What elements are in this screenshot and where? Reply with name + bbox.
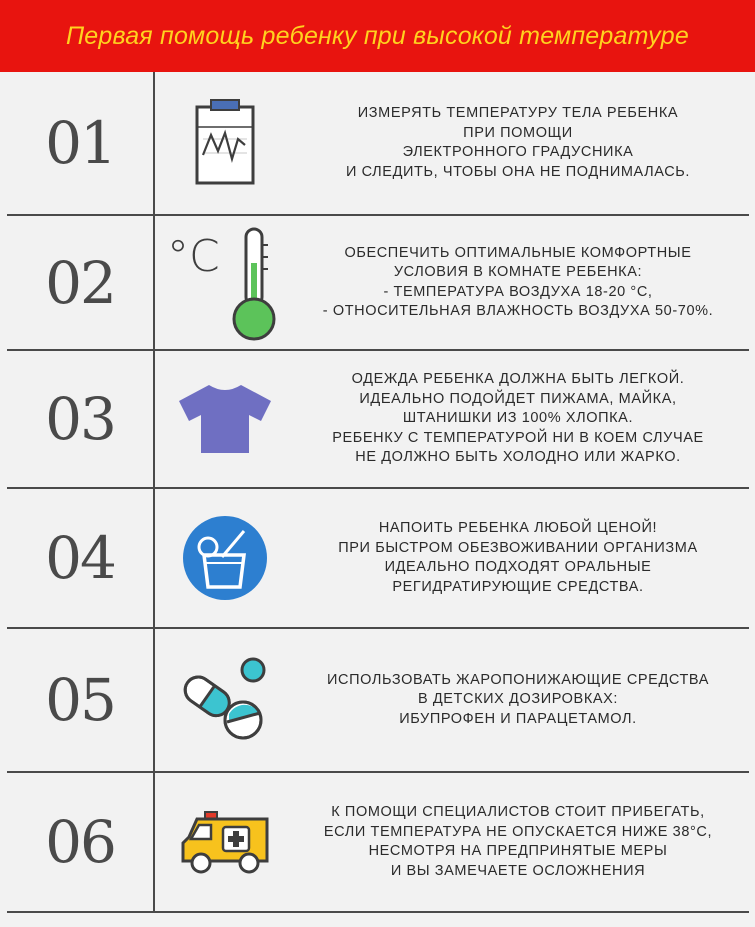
step-number-cell	[7, 216, 155, 349]
step-number: 05	[45, 666, 115, 734]
step-description	[346, 104, 690, 182]
ambulance-icon	[177, 809, 273, 875]
description-line: РЕБЕНКУ С ТЕМПЕРАТУРОЙ НИ В КОЕМ СЛУЧАЕ	[332, 429, 704, 446]
step-description	[332, 370, 704, 468]
description-line: РЕГИДРАТИРУЮЩИЕ СРЕДСТВА.	[392, 578, 644, 595]
description-line: ОДЕЖДА РЕБЕНКА ДОЛЖНА БЫТЬ ЛЕГКОЙ.	[351, 371, 685, 388]
step-row-03	[7, 351, 749, 489]
step-text-cell	[295, 72, 749, 214]
thermometer-icon	[225, 223, 285, 343]
description-line: - ОТНОСИТЕЛЬНАЯ ВЛАЖНОСТЬ ВОЗДУХА 50-70%.	[322, 303, 714, 319]
step-text-cell	[295, 629, 749, 771]
step-number: 02	[45, 248, 115, 317]
step-icon-cell	[155, 216, 295, 349]
description-line: ОБЕСПЕЧИТЬ ОПТИМАЛЬНЫЕ КОМФОРТНЫЕ	[344, 244, 692, 261]
step-row-02	[7, 216, 749, 351]
step-description	[324, 803, 712, 881]
description-line: ИДЕАЛЬНО ПОДОЙДЕТ ПИЖАМА, МАЙКА,	[359, 390, 677, 407]
step-description	[338, 519, 697, 597]
tshirt-icon	[177, 381, 273, 457]
description-line: НЕ ДОЛЖНО БЫТЬ ХОЛОДНО ИЛИ ЖАРКО.	[355, 449, 681, 466]
step-number-cell	[7, 72, 155, 214]
step-number: 03	[45, 385, 115, 453]
description-line: - ТЕМПЕРАТУРА ВОЗДУХА 18-20 °С,	[383, 283, 653, 300]
step-icon-cell	[155, 773, 295, 911]
description-line: ИДЕАЛЬНО ПОДХОДЯТ ОРАЛЬНЫЕ	[384, 559, 652, 575]
description-line: И СЛЕДИТЬ, ЧТОБЫ ОНА НЕ ПОДНИМАЛАСЬ.	[345, 163, 691, 180]
step-icon-cell	[155, 629, 295, 771]
description-line: НЕСМОТРЯ НА ПРЕДПРИНЯТЫЕ МЕРЫ	[368, 843, 668, 859]
description-line: ШТАНИШКИ ИЗ 100% ХЛОПКА.	[402, 410, 634, 427]
step-number: 04	[45, 524, 115, 592]
description-line: УСЛОВИЯ В КОМНАТЕ РЕБЕНКА:	[393, 264, 643, 280]
step-number: 06	[45, 808, 115, 876]
step-number-cell	[7, 629, 155, 771]
step-number-cell	[7, 773, 155, 911]
drink-glass-icon	[182, 515, 268, 601]
description-line: И ВЫ ЗАМЕЧАЕТЕ ОСЛОЖНЕНИЯ	[390, 862, 646, 879]
page-title: Первая помощь ребенку при высокой температуре	[65, 21, 690, 50]
pills-icon	[177, 656, 273, 744]
chart-clipboard-icon	[185, 93, 265, 193]
description-line: В ДЕТСКИХ ДОЗИРОВКАХ:	[417, 691, 619, 708]
celsius-label: °C	[167, 230, 220, 282]
step-icon-cell	[155, 351, 295, 487]
description-line: ИБУПРОФЕН И ПАРАЦЕТАМОЛ.	[399, 710, 637, 727]
step-text-cell	[295, 773, 749, 911]
step-icon-cell	[155, 72, 295, 214]
description-line: НАПОИТЬ РЕБЕНКА ЛЮБОЙ ЦЕНОЙ!	[378, 520, 658, 536]
step-description	[323, 244, 713, 322]
step-row-06	[7, 773, 749, 913]
step-text-cell	[295, 489, 749, 627]
description-line: К ПОМОЩИ СПЕЦИАЛИСТОВ СТОИТ ПРИБЕГАТЬ,	[331, 804, 705, 820]
description-line: ПРИ ПОМОЩИ	[463, 124, 573, 141]
description-line: ИЗМЕРЯТЬ ТЕМПЕРАТУРУ ТЕЛА РЕБЕНКА	[357, 105, 679, 121]
step-icon-cell	[155, 489, 295, 627]
header-banner	[0, 0, 755, 72]
step-row-01	[7, 72, 749, 216]
step-row-05	[7, 629, 749, 773]
description-line: ЕСЛИ ТЕМПЕРАТУРА НЕ ОПУСКАЕТСЯ НИЖЕ 38°С,	[323, 823, 713, 840]
step-text-cell	[295, 216, 749, 349]
step-number-cell	[7, 489, 155, 627]
step-number-cell	[7, 351, 155, 487]
description-line: ИСПОЛЬЗОВАТЬ ЖАРОПОНИЖАЮЩИЕ СРЕДСТВА	[327, 671, 709, 688]
step-text-cell	[295, 351, 749, 487]
step-description	[327, 671, 709, 730]
description-line: ЭЛЕКТРОННОГО ГРАДУСНИКА	[402, 144, 634, 160]
step-number: 01	[45, 109, 115, 177]
step-row-04	[7, 489, 749, 629]
description-line: ПРИ БЫСТРОМ ОБЕЗВОЖИВАНИИ ОРГАНИЗМА	[338, 539, 698, 556]
